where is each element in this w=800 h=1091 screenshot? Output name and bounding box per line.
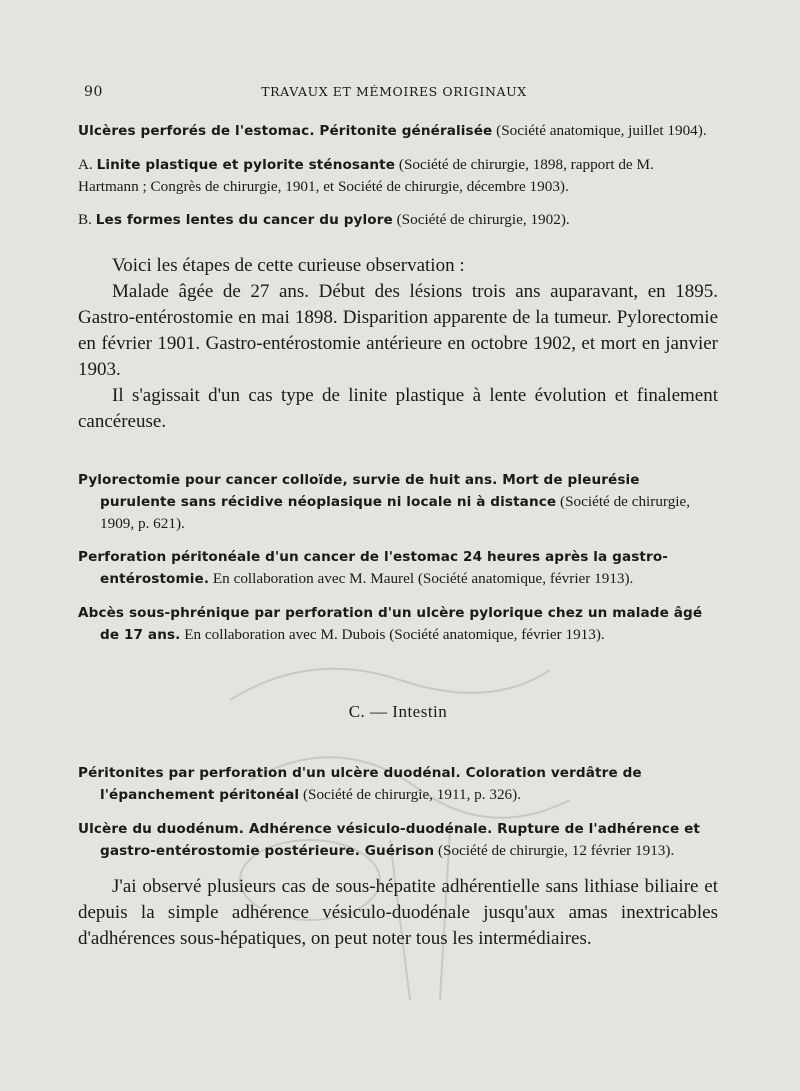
entry-prefix: B. bbox=[78, 211, 96, 228]
bibliography-entry bbox=[78, 818, 718, 862]
entry-citation: (Société de chirurgie, 12 février 1913). bbox=[434, 842, 675, 859]
body-paragraph: Il s'agissait d'un cas type de linite plastique à lente évolution et finalement cancéreuse. bbox=[78, 385, 718, 432]
entry-citation: (Société anatomique, juillet 1904). bbox=[492, 122, 707, 139]
bibliography-entry bbox=[78, 546, 718, 590]
bibliography-entry bbox=[78, 209, 718, 231]
entry-citation: (Société de chirurgie, 1909, p. 621). bbox=[100, 493, 691, 532]
body-paragraph: Malade âgée de 27 ans. Début des lésions trois ans auparavant, en 1895. Gastro-entérostomie en mai 1898. Disparition apparente de la tumeur. Pylorectomie en février 1901. Gastro-entérostomie antérieure en octobre 1902, et mort en janvier 1903. bbox=[78, 281, 718, 380]
bibliography-entry bbox=[78, 602, 718, 646]
entry-citation: (Société de chirurgie, 1902). bbox=[392, 211, 570, 228]
entry-title: Pylorectomie pour cancer colloïde, survie de huit ans. Mort de pleurésie purulente sans récidive néoplasique ni locale ni à distance bbox=[78, 472, 640, 510]
entry-citation: (Société de chirurgie, 1898, rapport de M. Hartmann ; Congrès de chirurgie, 1901, et Société de chirurgie, décembre 1903). bbox=[78, 156, 654, 195]
page-content bbox=[78, 120, 718, 952]
entry-title: Péritonites par perforation d'un ulcère duodénal. Coloration verdâtre de l'épanchement péritonéal bbox=[78, 765, 642, 803]
entry-prefix: A. bbox=[78, 156, 97, 173]
entry-citation: (Société de chirurgie, 1911, p. 326). bbox=[299, 786, 522, 803]
entry-citation: En collaboration avec M. Maurel (Société anatomique, février 1913). bbox=[209, 570, 634, 587]
body-paragraph: J'ai observé plusieurs cas de sous-hépatite adhérentielle sans lithiase biliaire et depuis la simple adhérence vésiculo-duodénale jusqu'aux amas inextricables d'adhérences sous-hépatiques, on peut noter tous les intermédiaires. bbox=[78, 876, 718, 949]
entry-title: Ulcère du duodénum. Adhérence vésiculo-duodénale. Rupture de l'adhérence et gastro-entérostomie postérieure. Guérison bbox=[78, 821, 701, 859]
entry-citation: En collaboration avec M. Dubois (Société anatomique, février 1913). bbox=[180, 626, 605, 643]
entry-title: Les formes lentes du cancer du pylore bbox=[95, 212, 393, 228]
entry-title: Ulcères perforés de l'estomac. Péritonite généralisée bbox=[78, 123, 493, 139]
page-number: 90 bbox=[84, 84, 104, 100]
running-header bbox=[78, 84, 710, 106]
entry-title: Abcès sous-phrénique par perforation d'un ulcère pylorique chez un malade âgé de 17 ans. bbox=[78, 605, 703, 643]
entry-title: Linite plastique et pylorite sténosante bbox=[96, 157, 396, 173]
running-title: TRAVAUX ET MÉMOIRES ORIGINAUX bbox=[261, 84, 527, 99]
bibliography-entry bbox=[78, 120, 718, 142]
bibliography-entry bbox=[78, 469, 718, 534]
body-paragraph: Voici les étapes de cette curieuse observation : bbox=[112, 255, 465, 276]
bibliography-entry bbox=[78, 762, 718, 806]
section-heading: C. — Intestin bbox=[348, 702, 448, 721]
entry-title: Perforation péritonéale d'un cancer de l'estomac 24 heures après la gastro-entérostomie. bbox=[78, 549, 669, 587]
bibliography-entry bbox=[78, 154, 718, 197]
